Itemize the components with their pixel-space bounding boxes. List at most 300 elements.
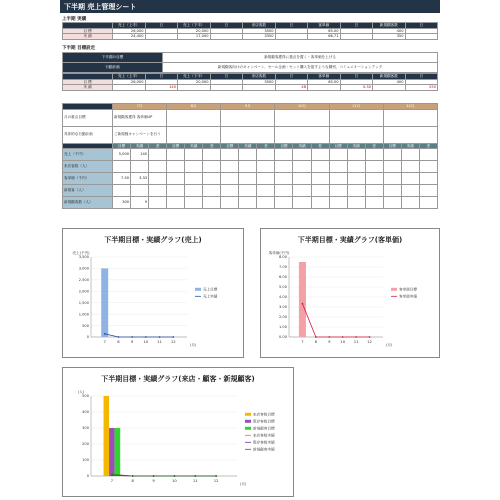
table-cell[interactable]: 26,000 (113, 79, 146, 85)
y-tick-label: 5.00 (278, 285, 287, 290)
subcol-header: 差 (365, 143, 383, 149)
metric-diff[interactable] (149, 161, 167, 173)
metric-diff[interactable] (149, 197, 167, 209)
metric-cell[interactable] (275, 185, 293, 197)
y-tick-label: 100 (82, 458, 89, 463)
metric-label: 新規顧客数（人） (63, 197, 113, 209)
data-point (153, 475, 155, 477)
metric-cell[interactable] (383, 197, 401, 209)
metric-target[interactable]: 7.50 (113, 173, 131, 185)
data-point (159, 336, 161, 338)
metric-cell[interactable] (365, 161, 383, 173)
table-cell[interactable] (210, 34, 243, 40)
y-tick-label: 0 (86, 335, 89, 340)
metric-cell[interactable] (185, 149, 203, 161)
plan-label: 具体的な行動計画 (63, 126, 113, 143)
metric-cell[interactable] (203, 173, 221, 185)
metric-actual[interactable] (131, 161, 149, 173)
column-header: 日 (340, 23, 373, 29)
metric-cell[interactable] (185, 161, 203, 173)
x-tick-label: 11 (353, 339, 359, 344)
theme-label: 下半期の目標 (63, 53, 163, 63)
metric-target[interactable]: 5,000 (113, 149, 131, 161)
target-table (62, 73, 438, 91)
table-cell[interactable]: 24,400 (113, 34, 146, 40)
subcol-header: 差 (149, 143, 167, 149)
legend-swatch (245, 420, 251, 423)
table-cell[interactable]: 250 (405, 85, 438, 91)
table-cell[interactable] (308, 85, 341, 91)
plan-value-empty[interactable] (275, 109, 329, 126)
table-cell[interactable] (210, 85, 243, 91)
table-cell[interactable] (373, 85, 406, 91)
metric-diff[interactable] (149, 173, 167, 185)
subcol-header: 目標 (329, 143, 347, 149)
plan-table (62, 52, 438, 73)
y-tick-label: 2,500 (78, 278, 89, 283)
metric-cell[interactable] (167, 185, 185, 197)
subcol-header: 目標 (383, 143, 401, 149)
metric-cell[interactable] (257, 185, 275, 197)
legend-label: 来店客数実績 (253, 433, 275, 438)
legend-swatch (245, 413, 251, 416)
metric-row (63, 173, 438, 185)
table-cell[interactable] (405, 34, 438, 40)
plan-value-empty[interactable] (275, 126, 329, 143)
metric-cell[interactable] (221, 185, 239, 197)
x-tick-label: 12 (170, 339, 176, 344)
subcol-header: 目標 (113, 143, 131, 149)
subcol-header: 目標 (221, 143, 239, 149)
table-cell[interactable] (178, 85, 211, 91)
table-cell[interactable]: 48 (275, 85, 308, 91)
y-tick-label: 4.00 (278, 295, 287, 300)
x-tick-label: 9 (328, 339, 331, 344)
metric-label: 売上（千円） (63, 149, 113, 161)
y-axis-label: 売上(千円) (72, 251, 90, 255)
action-value[interactable]: 新規顧客向けのキャンペーン、セール企画・セット購入を促すような陳列、コミュニケーションアップ (163, 63, 438, 73)
y-axis-label: (人) (77, 390, 85, 394)
y-tick-label: 3,000 (78, 266, 89, 271)
table-cell[interactable] (145, 34, 178, 40)
subcol-header: 目標 (275, 143, 293, 149)
metric-cell[interactable] (275, 197, 293, 209)
y-tick-label: 1.00 (278, 325, 287, 330)
series-line (112, 475, 216, 476)
chart-title: 下半期目標・実績グラフ(売上) (104, 236, 202, 244)
metric-cell[interactable] (257, 197, 275, 209)
data-point (315, 336, 317, 338)
plan-value-empty[interactable] (329, 109, 383, 126)
column-header: 客単価 (308, 23, 341, 29)
column-header: 売上（上半） (113, 74, 146, 80)
metric-cell[interactable] (293, 149, 311, 161)
metric-cell[interactable] (401, 161, 419, 173)
metric-cell[interactable] (419, 197, 437, 209)
metric-cell[interactable] (419, 173, 437, 185)
metric-cell[interactable] (203, 149, 221, 161)
bar (299, 262, 306, 337)
metric-cell[interactable] (311, 149, 329, 161)
row-label: 実 績 (63, 85, 113, 91)
data-point (145, 336, 147, 338)
table-cell[interactable]: 400 (373, 79, 406, 85)
metric-target[interactable]: 300 (113, 197, 131, 209)
y-tick-label: 0.00 (278, 335, 287, 340)
y-axis-label: 客単価(千円) (268, 251, 290, 255)
action-row (63, 63, 438, 73)
column-header: 日 (275, 23, 308, 29)
column-header: 客単価 (308, 74, 341, 80)
metric-cell[interactable] (221, 173, 239, 185)
metric-cell[interactable] (185, 185, 203, 197)
y-tick-label: 500 (82, 394, 89, 399)
plan-value-empty[interactable] (221, 109, 275, 126)
metric-cell[interactable] (185, 173, 203, 185)
metric-cell[interactable] (239, 149, 257, 161)
month-header: 9月 (221, 104, 275, 110)
metric-cell[interactable] (347, 185, 365, 197)
plan-row (63, 109, 438, 126)
metric-actual[interactable]: 140 (131, 149, 149, 161)
subcol-header: 目標 (167, 143, 185, 149)
data-point (355, 336, 357, 338)
series-line (105, 334, 174, 337)
metric-label: 新規客（人） (63, 185, 113, 197)
x-tick-label: 8 (131, 478, 134, 483)
column-header: 日 (275, 74, 308, 80)
metric-cell[interactable] (401, 185, 419, 197)
action-label: 行動計画 (63, 63, 163, 73)
x-tick-label: 8 (314, 339, 318, 344)
unit-price-chart (261, 229, 441, 359)
metric-cell[interactable] (293, 173, 311, 185)
data-point (118, 336, 120, 338)
metric-cell[interactable] (311, 173, 329, 185)
legend-label: 売上目標 (203, 287, 218, 292)
month-header: 7月 (113, 104, 167, 110)
metric-cell[interactable] (383, 173, 401, 185)
metric-cell[interactable] (239, 173, 257, 185)
legend-label: 売上実績 (203, 294, 218, 299)
chart-panel-unit-price (260, 228, 440, 358)
table-cell[interactable]: 3350 (243, 34, 276, 40)
plan-value-empty[interactable] (329, 126, 383, 143)
sales-chart (63, 229, 245, 359)
metric-cell[interactable] (347, 197, 365, 209)
plan-value-empty[interactable] (167, 126, 221, 143)
y-tick-label: 0 (86, 474, 89, 479)
metric-cell[interactable] (203, 185, 221, 197)
data-point (302, 303, 304, 305)
customers-chart (63, 368, 295, 498)
table-cell[interactable]: 3500 (243, 28, 276, 34)
subcol-header: 実績 (239, 143, 257, 149)
legend-label: 客単価目標 (399, 287, 417, 292)
metric-target[interactable] (113, 161, 131, 173)
row-label: 実 績 (63, 34, 113, 40)
table-cell[interactable] (243, 85, 276, 91)
metric-cell[interactable] (401, 197, 419, 209)
y-tick-label: 8.00 (278, 255, 287, 260)
month-header: 8月 (167, 104, 221, 110)
data-point (215, 475, 217, 477)
column-header: 来店客数 (243, 23, 276, 29)
theme-value[interactable]: 新規顧客獲得に重点を置く・客単価を上げる (163, 53, 438, 63)
column-header: 日 (340, 74, 373, 80)
metric-actual[interactable] (131, 185, 149, 197)
metric-cell[interactable] (293, 161, 311, 173)
table-cell[interactable]: 26,000 (113, 28, 146, 34)
monthly-table (62, 103, 438, 209)
metric-cell[interactable] (347, 149, 365, 161)
data-point (328, 336, 330, 338)
column-header: 売上（下半） (178, 74, 211, 80)
column-header: 新規顧客数 (373, 23, 406, 29)
column-header: 日 (210, 23, 243, 29)
data-point (104, 333, 106, 335)
data-point (342, 336, 344, 338)
metric-cell[interactable] (203, 197, 221, 209)
metric-cell[interactable] (221, 197, 239, 209)
section-label-target: 下半期 目標設定 (62, 46, 96, 51)
column-header: 来店客数 (243, 74, 276, 80)
x-axis-label: (月) (386, 343, 393, 347)
theme-row (63, 53, 438, 63)
column-header: 日 (210, 74, 243, 80)
x-tick-label: 12 (367, 339, 372, 344)
column-header: 新規顧客数 (373, 74, 406, 80)
x-tick-label: 9 (152, 478, 155, 483)
legend-swatch (391, 288, 397, 291)
chart-panel-customers (62, 367, 294, 497)
x-tick-label: 11 (192, 478, 198, 483)
plan-value[interactable]: 新規顧客獲得 客単価UP (113, 109, 167, 126)
metric-cell[interactable] (257, 161, 275, 173)
metric-cell[interactable] (275, 149, 293, 161)
month-header: 10月 (275, 104, 329, 110)
metric-row (63, 197, 438, 209)
y-tick-label: 500 (82, 323, 89, 328)
table-cell[interactable] (113, 85, 146, 91)
metric-cell[interactable] (221, 161, 239, 173)
y-tick-label: 1,000 (78, 312, 89, 317)
y-tick-label: 6.00 (278, 275, 287, 280)
metric-label: 来店客数（人） (63, 161, 113, 173)
x-tick-label: 12 (213, 478, 219, 483)
column-header: 売上（下半） (178, 23, 211, 29)
metric-cell[interactable] (401, 149, 419, 161)
table-cell[interactable]: 20,000 (178, 28, 211, 34)
subcol-header: 差 (311, 143, 329, 149)
x-tick-label: 10 (340, 339, 346, 344)
y-tick-label: 300 (82, 426, 89, 431)
plan-value-empty[interactable] (221, 126, 275, 143)
subcol-header: 実績 (185, 143, 203, 149)
metric-cell[interactable] (203, 161, 221, 173)
column-header: 日 (405, 23, 438, 29)
y-tick-label: 2.00 (278, 315, 287, 320)
metric-cell[interactable] (419, 149, 437, 161)
table-cell[interactable]: 3500 (243, 79, 276, 85)
metric-label: 客単価（千円） (63, 173, 113, 185)
month-header: 12月 (383, 104, 437, 110)
y-tick-label: 200 (82, 442, 89, 447)
metric-cell[interactable] (365, 173, 383, 185)
series-line (302, 304, 369, 337)
legend-label: 既存客数実績 (253, 440, 275, 445)
subcol-header: 差 (257, 143, 275, 149)
x-tick-label: 7 (301, 339, 304, 344)
metric-cell[interactable] (185, 197, 203, 209)
metric-cell[interactable] (257, 149, 275, 161)
table-cell[interactable]: 140 (145, 85, 178, 91)
subcol-header: 差 (419, 143, 437, 149)
metric-cell[interactable] (239, 161, 257, 173)
metric-cell[interactable] (239, 185, 257, 197)
metric-cell[interactable] (167, 149, 185, 161)
table-cell[interactable]: 65.00 (308, 28, 341, 34)
data-point (172, 336, 174, 338)
metric-cell[interactable] (419, 185, 437, 197)
page-title: 下半期 売上管理シート (60, 0, 440, 13)
table-cell[interactable]: 66.71 (308, 34, 341, 40)
metric-cell[interactable] (257, 173, 275, 185)
y-tick-label: 3.00 (278, 305, 287, 310)
summary-table (62, 22, 438, 40)
plan-value[interactable]: ご新規様キャンペーンを行う (113, 126, 167, 143)
section-label-first-half: 上半期 実績 (62, 17, 87, 22)
metric-cell[interactable] (365, 185, 383, 197)
y-tick-label: 2,000 (78, 289, 89, 294)
x-axis-label: (月) (190, 343, 197, 347)
row-label: 目 標 (63, 28, 113, 34)
metric-actual[interactable]: 9 (131, 197, 149, 209)
table-cell[interactable]: 0.30 (340, 85, 373, 91)
legend-label: 来店客数目標 (253, 412, 275, 417)
y-tick-label: 400 (82, 410, 89, 415)
metric-cell[interactable] (383, 185, 401, 197)
metric-row (63, 149, 438, 161)
legend-label: 客単価実績 (399, 294, 417, 299)
x-tick-label: 11 (157, 339, 162, 344)
bar (104, 396, 110, 476)
table-cell[interactable] (340, 34, 373, 40)
metric-cell[interactable] (329, 173, 347, 185)
metric-cell[interactable] (167, 173, 185, 185)
table-cell[interactable]: 65.00 (308, 79, 341, 85)
x-tick-label: 10 (143, 339, 149, 344)
column-header: 売上（上半） (113, 23, 146, 29)
table-cell[interactable] (275, 34, 308, 40)
metric-cell[interactable] (311, 185, 329, 197)
column-header: 日 (145, 74, 178, 80)
subcol-header: 差 (203, 143, 221, 149)
legend-label: 新規顧客実績 (253, 447, 275, 452)
subcol-header: 実績 (401, 143, 419, 149)
subcol-header: 実績 (293, 143, 311, 149)
plan-value-empty[interactable] (167, 109, 221, 126)
metric-cell[interactable] (239, 197, 257, 209)
table-cell[interactable]: 17,000 (178, 34, 211, 40)
metric-cell[interactable] (347, 161, 365, 173)
data-point (194, 475, 196, 477)
metric-cell[interactable] (167, 161, 185, 173)
metric-cell[interactable] (275, 173, 293, 185)
target-row (63, 85, 438, 91)
metric-cell[interactable] (293, 197, 311, 209)
row-label: 目 標 (63, 79, 113, 85)
metric-cell[interactable] (329, 185, 347, 197)
metric-cell[interactable] (347, 173, 365, 185)
chart-title: 下半期目標・実績グラフ(来店・顧客・新規顧客) (101, 375, 255, 383)
metric-cell[interactable] (401, 173, 419, 185)
month-header: 11月 (329, 104, 383, 110)
metric-cell[interactable] (167, 197, 185, 209)
bar (109, 428, 115, 476)
metric-cell[interactable] (329, 197, 347, 209)
table-cell[interactable]: 350 (373, 34, 406, 40)
x-tick-label: 7 (103, 339, 106, 344)
metric-cell[interactable] (311, 161, 329, 173)
metric-cell[interactable] (365, 197, 383, 209)
metric-diff[interactable] (149, 149, 167, 161)
chart-panel-sales (62, 228, 244, 358)
metric-target[interactable] (113, 185, 131, 197)
metric-diff[interactable] (149, 185, 167, 197)
summary-row (63, 34, 438, 40)
plan-value-empty[interactable] (383, 126, 437, 143)
x-tick-label: 7 (110, 478, 114, 483)
metric-cell[interactable] (275, 161, 293, 173)
legend-label: 新規顧客目標 (253, 426, 275, 431)
metric-cell[interactable] (383, 149, 401, 161)
metric-cell[interactable] (293, 185, 311, 197)
bar (101, 268, 108, 337)
plan-value-empty[interactable] (383, 109, 437, 126)
legend-swatch (245, 427, 251, 430)
y-tick-label: 7.00 (278, 265, 287, 270)
data-point (111, 474, 113, 476)
metric-cell[interactable] (311, 197, 329, 209)
legend-label: 既存客数目標 (253, 419, 275, 424)
column-header: 日 (405, 74, 438, 80)
data-point (131, 336, 133, 338)
data-point (369, 336, 371, 338)
table-cell[interactable]: 20,000 (178, 79, 211, 85)
subcol-header: 実績 (347, 143, 365, 149)
legend-swatch (195, 288, 201, 291)
data-point (174, 475, 176, 477)
metric-cell[interactable] (221, 149, 239, 161)
metric-actual[interactable]: 3.33 (131, 173, 149, 185)
data-point (132, 475, 134, 477)
chart-title: 下半期目標・実績グラフ(客単価) (297, 236, 403, 244)
metric-cell[interactable] (329, 149, 347, 161)
metric-cell[interactable] (365, 149, 383, 161)
x-tick-label: 10 (172, 478, 177, 483)
plan-label: 月の重点目標 (63, 109, 113, 126)
metric-cell[interactable] (383, 161, 401, 173)
metric-cell[interactable] (419, 161, 437, 173)
subcol-header: 実績 (131, 143, 149, 149)
x-tick-label: 9 (130, 339, 134, 344)
table-cell[interactable]: 400 (373, 28, 406, 34)
column-header: 日 (145, 23, 178, 29)
metric-cell[interactable] (329, 161, 347, 173)
metric-row (63, 161, 438, 173)
bar (115, 428, 121, 476)
